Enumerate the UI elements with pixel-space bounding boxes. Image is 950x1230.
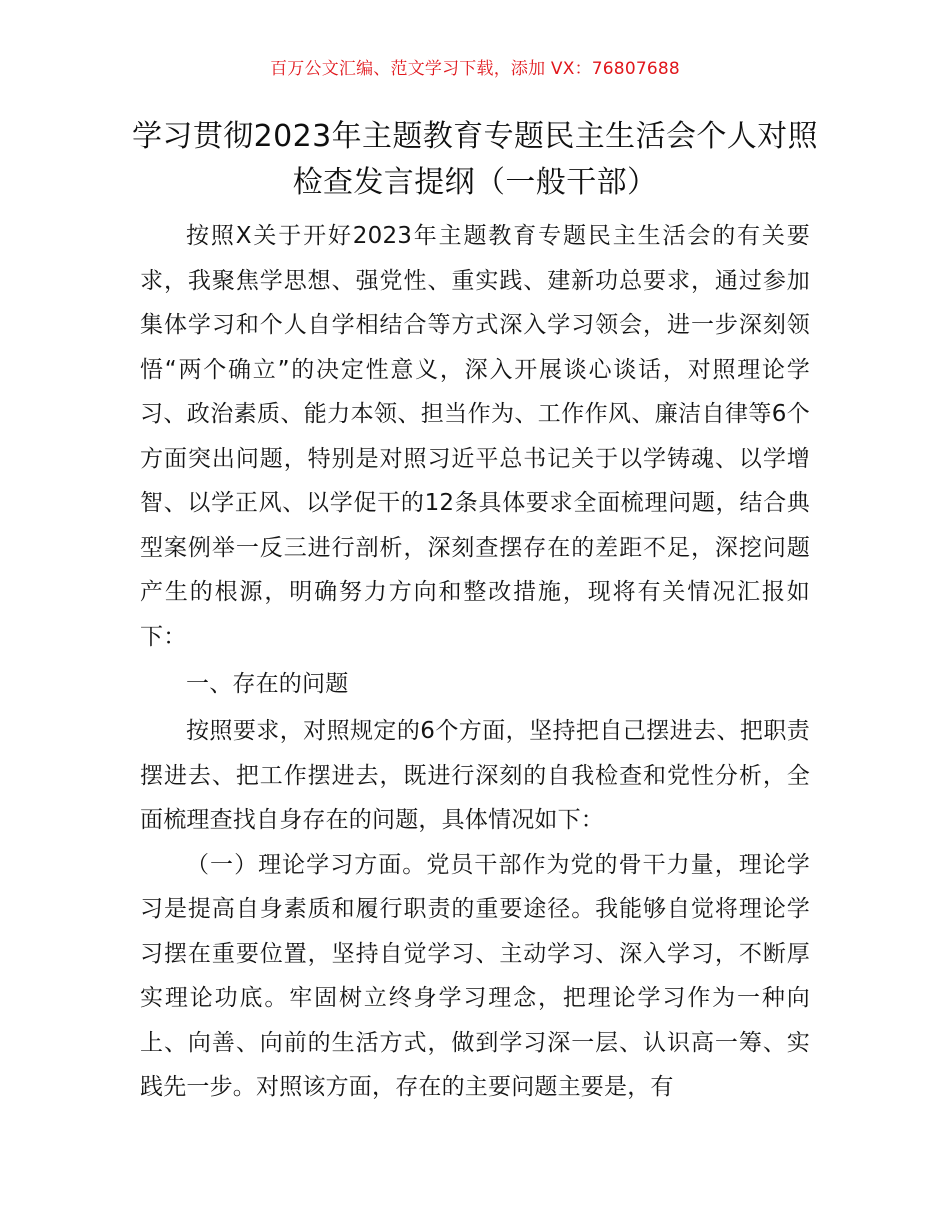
subsection-text: 党员干部作为党的骨干力量，理论学习是提高自身素质和履行职责的重要途径。我能够自觉将理论学习摆在重要位置，坚持自觉学习、主动学习、深入学习，不断厚实理论功底。牢固树立终身学习理念，把理论学习作为一种向上、向善、向前的生活方式，做到学习深一层、认识高一筹、实践先一步。对照该方面，存在的主要问题主要是，有 xyxy=(140,851,811,1100)
document-title: 学习贯彻2023年主题教育专题民主生活会个人对照检查发言提纲（一般干部） xyxy=(132,119,818,200)
intro-paragraph: 按照X关于开好2023年主题教育专题民主生活会的有关要求，我聚焦学思想、强党性、重实践、建新功总要求，通过参加集体学习和个人自学相结合等方式深入学习领会，进一步深刻领悟“两个确立”的决定性意义，深入开展谈心谈话，对照理论学习、政治素质、能力本领、担当作为、工作作风、廉洁自律等6个方面突出问题，特别是对照习近平总书记关于以学铸魂、以学增智、以学正风、以学促干的12条具体要求全面梳理问题，结合典型案例举一反三进行剖析，深刻查摆存在的差距不足，深挖问题产生的根源，明确努力方向和整改措施，现将有关情况汇报如下： xyxy=(140,223,810,650)
section-intro-paragraph: 按照要求，对照规定的6个方面，坚持把自己摆进去、把职责摆进去、把工作摆进去，既进行深刻的自我检查和党性分析，全面梳理查找自身存在的问题，具体情况如下： xyxy=(140,718,810,833)
section-heading-problems: 一、存在的问题 xyxy=(186,671,349,697)
subsection-lead: （一）理论学习方面。 xyxy=(186,851,427,878)
document-body xyxy=(140,214,810,1110)
header-promo-note: 百万公文汇编、范文学习下载，添加 VX：76807688 xyxy=(270,59,680,79)
subsection-theory-study xyxy=(140,843,810,1110)
